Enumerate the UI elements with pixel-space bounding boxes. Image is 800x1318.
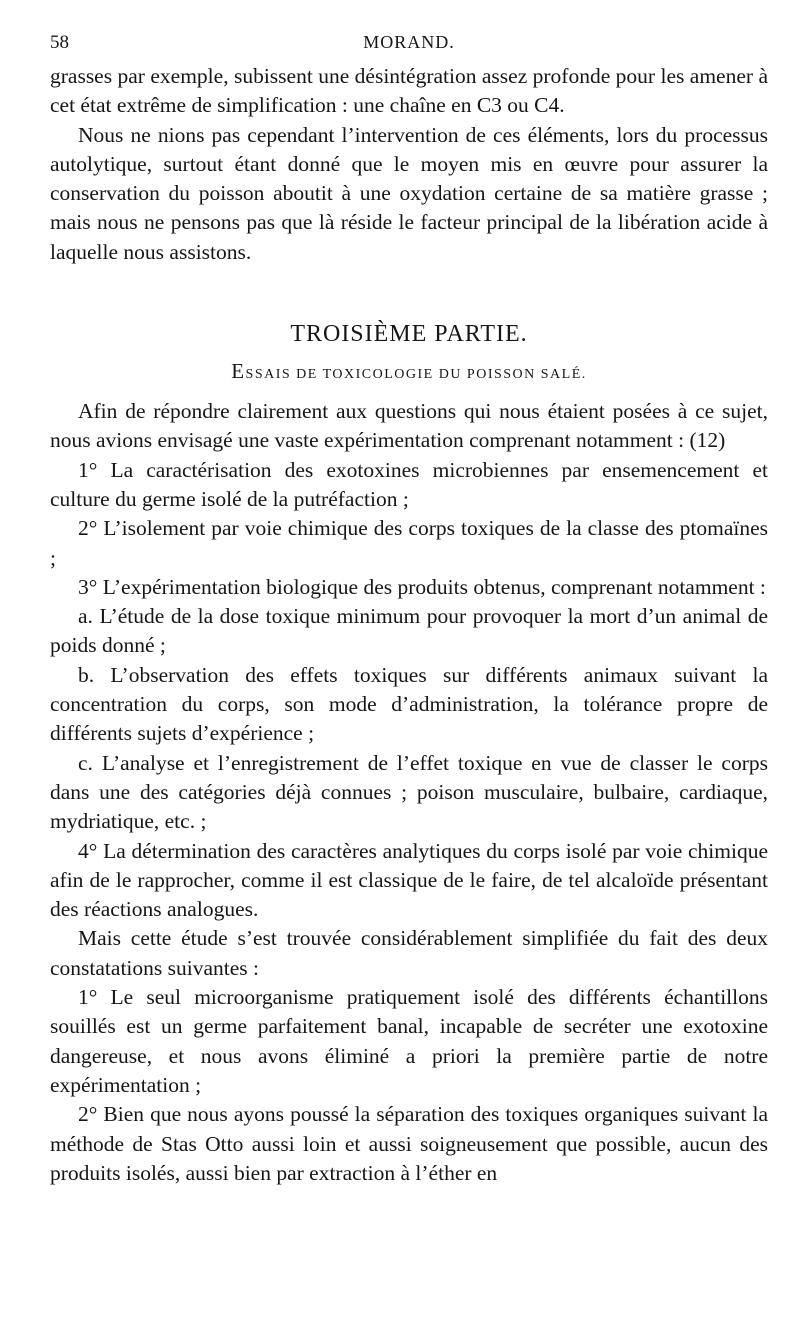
section-subtitle — [50, 361, 768, 385]
paragraph-continuation: grasses par exemple, subissent une désintégration assez profonde pour les amener à cet état extrême de simplification : une chaîne en C3 ou C4. — [50, 64, 768, 118]
subtitle-initial: E — [231, 359, 246, 384]
list-item: 3° L’expérimentation biologique des produits obtenus, comprenant notamment : — [78, 574, 766, 599]
list-item: 2° Bien que nous ayons poussé la séparation des toxiques organiques suivant la méthode de Stas Otto aussi loin et aussi soigneusement que possible, aucun des produits isolés, aussi bien par extraction à l’éther en — [50, 1102, 768, 1185]
sub-list-item: a. L’étude de la dose toxique minimum pour provoquer la mort d’un animal de poids donné ; — [50, 604, 768, 658]
page-header — [50, 32, 768, 56]
section-spacer — [50, 267, 768, 319]
list-item: 4° La détermination des caractères analytiques du corps isolé par voie chimique afin de le rapprocher, comme il est classique de le faire, de tel alcaloïde présentant des réactions analogues. — [50, 838, 768, 922]
paragraph: Afin de répondre clairement aux questions qui nous étaient posées à ce sujet, nous avions envisagé une vaste expérimentation comprenant notamment : (12) — [50, 399, 768, 453]
list-item: 1° Le seul microorganisme pratiquement isolé des différents échantillons souillés est un germe parfaitement banal, incapable de secréter une exotoxine dangereuse, et nous avons éliminé a priori la première partie de notre expérimentation ; — [50, 985, 768, 1097]
sub-list-item: c. L’analyse et l’enregistrement de l’effet toxique en vue de classer le corps dans une des catégories déjà connues ; poison musculaire, bulbaire, cardiaque, mydriatique, etc. ; — [50, 750, 768, 834]
subtitle-rest: SSAIS DE TOXICOLOGIE DU POISSON SALÉ. — [245, 367, 587, 383]
list-item: 2° L’isolement par voie chimique des corps toxiques de la classe des ptomaïnes ; — [50, 516, 768, 570]
sub-list-item: b. L’observation des effets toxiques sur différents animaux suivant la concentration du corps, son mode d’administration, la tolérance propre de différents sujets d’expérience ; — [50, 662, 768, 746]
page-body — [50, 62, 768, 1188]
running-head: MORAND. — [363, 32, 455, 52]
paragraph: Mais cette étude s’est trouvée considérablement simplifiée du fait des deux constatations suivantes : — [50, 926, 768, 980]
page-number: 58 — [50, 32, 69, 53]
section-title: TROISIÈME PARTIE. — [290, 321, 528, 348]
list-item: 1° La caractérisation des exotoxines microbiennes par ensemencement et culture du germe isolé de la putréfaction ; — [50, 457, 768, 511]
paragraph: Nous ne nions pas cependant l’intervention de ces éléments, lors du processus autolytique, surtout étant donné que le moyen mis en œuvre pour assurer la conservation du poisson aboutit à une oxydation certaine de sa matière grasse ; mais nous ne pensons pas que là réside le facteur principal de la libération acide à laquelle nous assistons. — [50, 122, 768, 264]
